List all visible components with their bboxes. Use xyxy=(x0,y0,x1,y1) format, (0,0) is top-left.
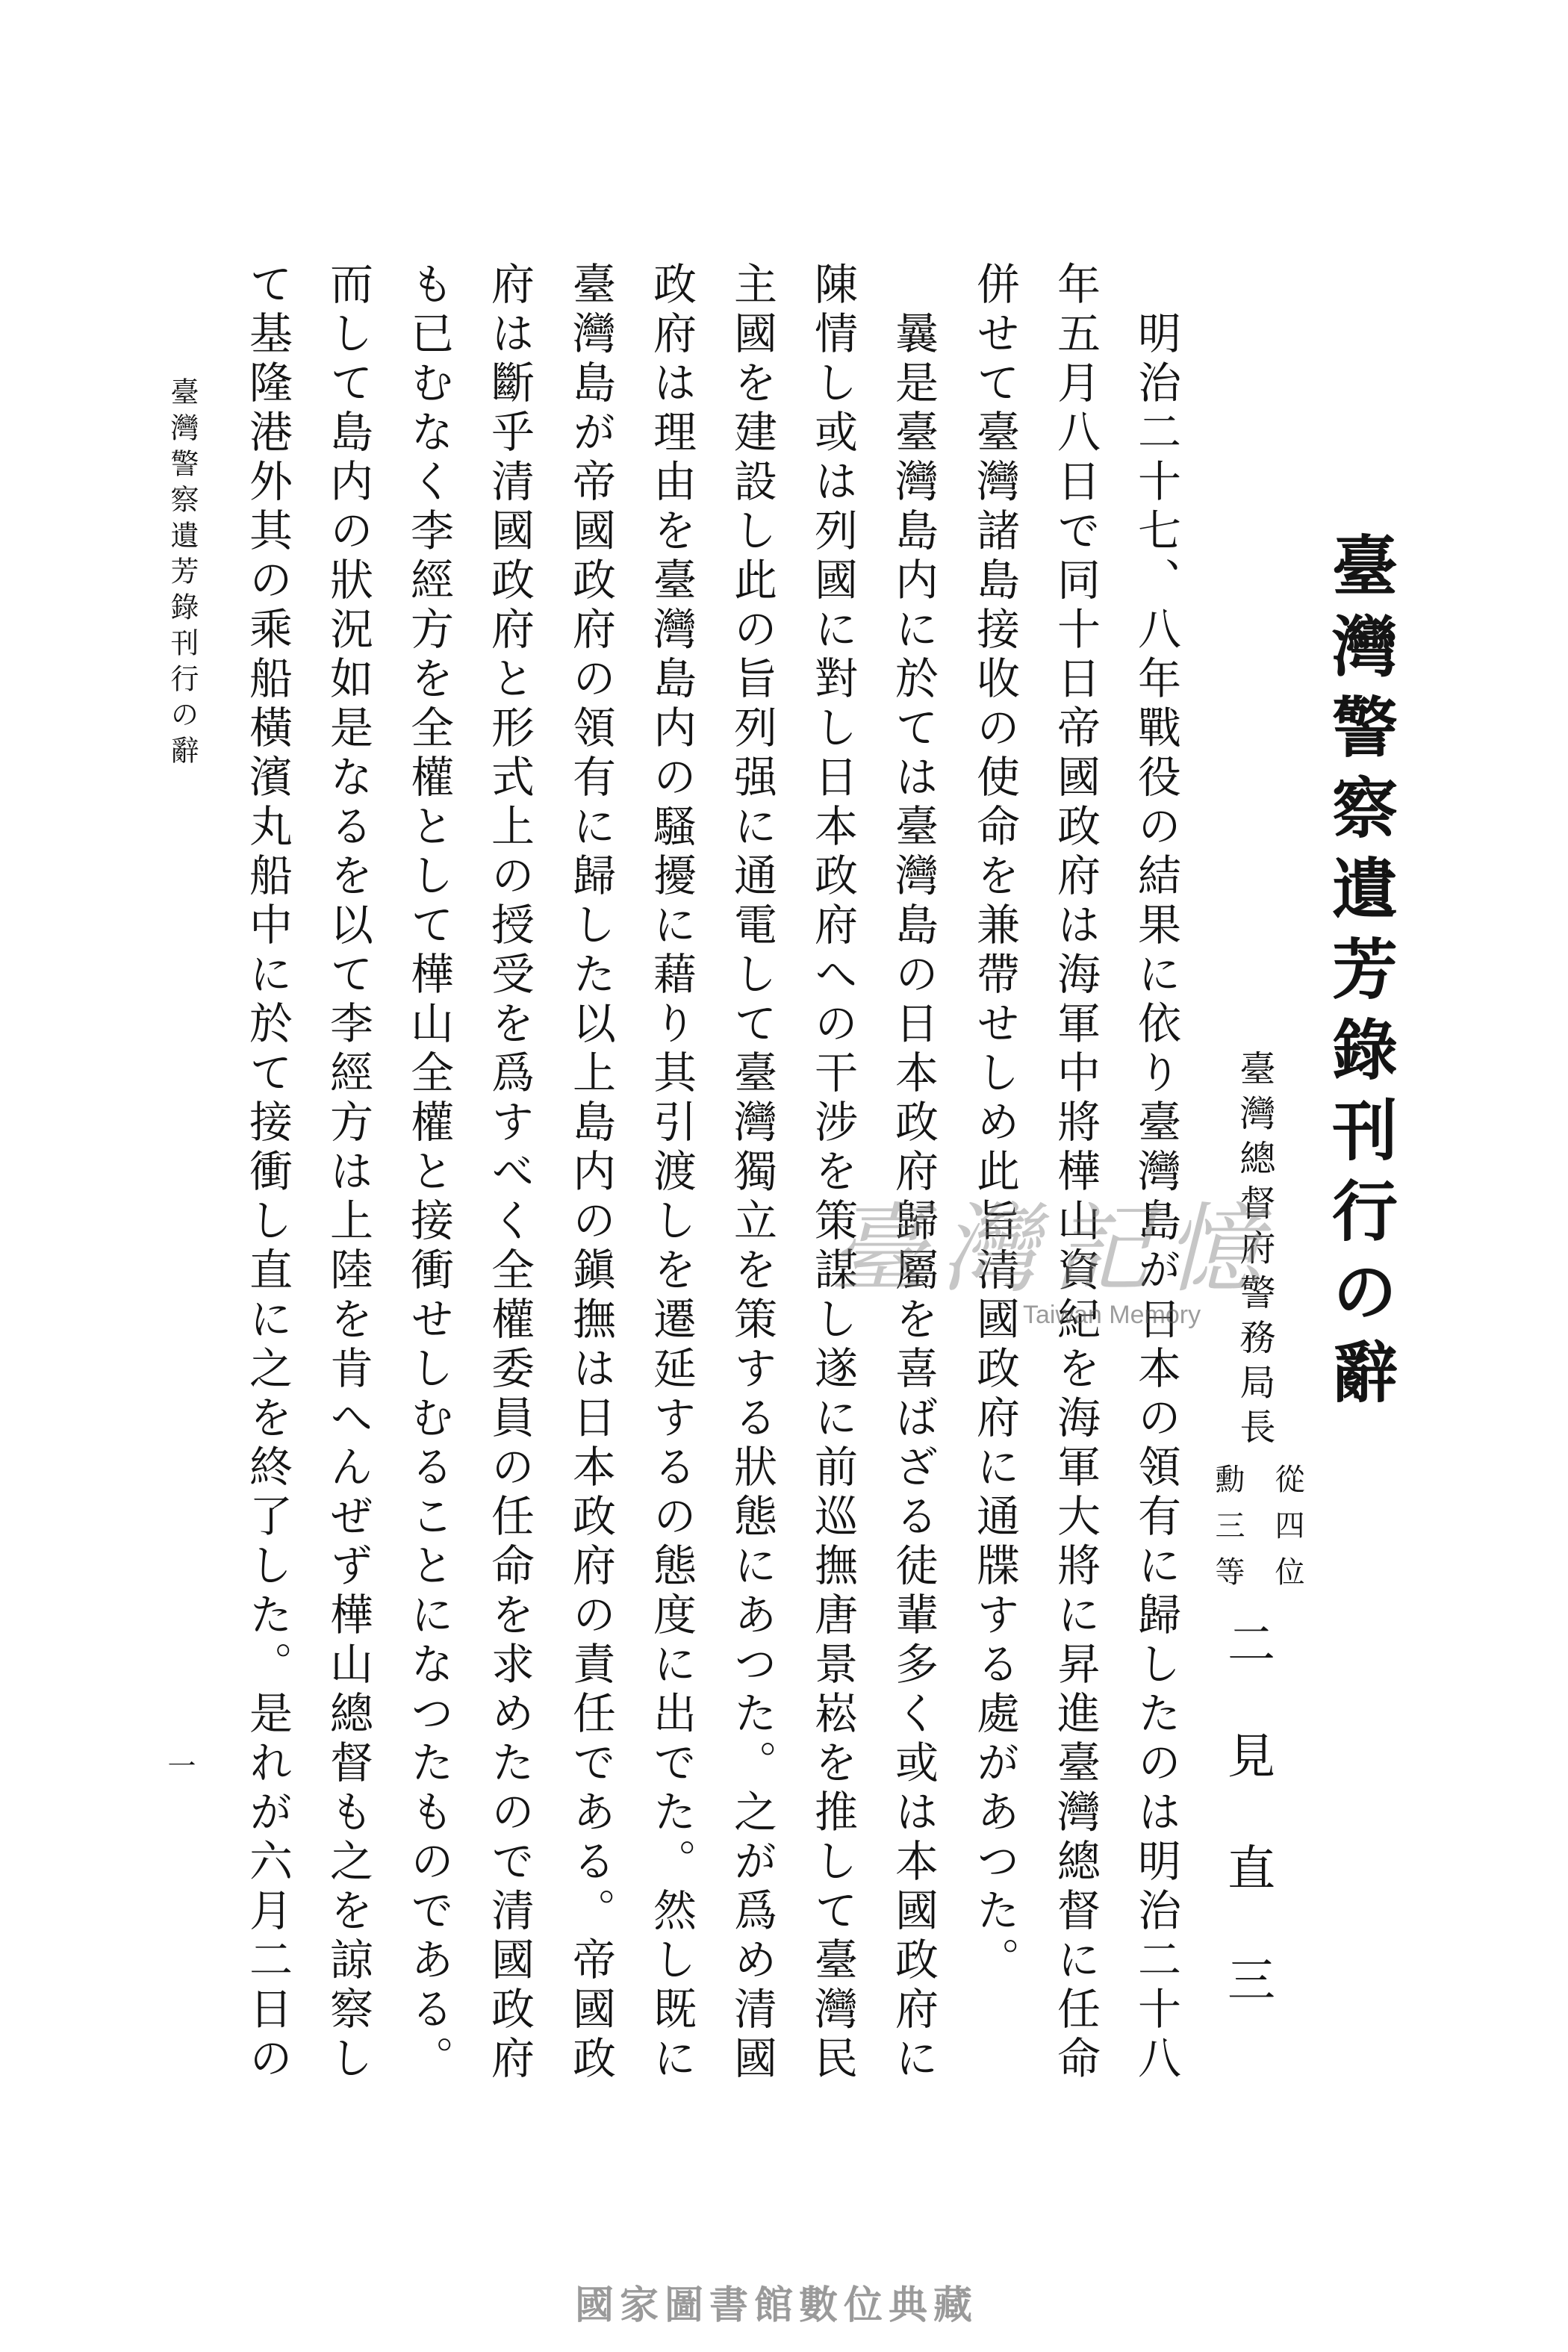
author-name: 二見直三 xyxy=(1219,1619,1275,2067)
body-column-8: 臺灣島が帝國政府の領有に歸した以上島内の鎭撫は日本政府の責任である。帝國政 xyxy=(565,261,616,2085)
author-court-rank: 從四位 xyxy=(1270,1463,1304,1602)
watermark-logo-text: 臺灣記憶 xyxy=(829,1192,1278,1306)
body-column-12: て基隆港外其の乘船橫濱丸船中に於て接衝し直に之を終了した。是れが六月二日の xyxy=(242,261,293,2085)
body-column-10: も已むなく李經方を全權として樺山全權と接衝せしむることになつたものである。 xyxy=(403,261,454,2085)
body-column-7: 政府は理由を臺灣島内の騷擾に藉り其引渡しを遷延するの態度に出でた。然し既に xyxy=(646,261,697,2085)
author-position: 臺灣總督府警務局長 xyxy=(1233,1050,1275,1453)
body-column-2: 年五月八日で同十日帝國政府は海軍中將樺山資紀を海軍大將に昇進臺灣總督に任命 xyxy=(1050,261,1101,2085)
page-number: 一 xyxy=(163,1751,196,1779)
body-column-9: 府は斷乎清國政府と形式上の授受を爲すべく全權委員の任命を求めたので清國政府 xyxy=(484,261,535,2085)
essay-title: 臺灣警察遺芳錄刊行の辭 xyxy=(1322,532,1399,1419)
body-column-5: 陳情し或は列國に對し日本政府への干涉を策謀し遂に前巡撫唐景崧を推して臺灣民 xyxy=(807,261,858,2085)
watermark-logo-subtitle: Taiwan Memory xyxy=(1023,1301,1201,1329)
body-column-11: 而して島内の狀況如是なるを以て李經方は上陸を肯へんぜず樺山總督も之を諒察し xyxy=(323,261,373,2085)
author-decoration: 勳三等 xyxy=(1210,1463,1245,1602)
library-watermark: 國家圖書館數位典藏 xyxy=(575,2283,979,2328)
running-header: 臺灣警察遺芳錄刊行の辭 xyxy=(166,377,199,771)
body-column-1: 明治二十七、八年戰役の結果に依り臺灣島が日本の領有に歸したのは明治二十八 xyxy=(1130,311,1181,2085)
body-column-3: 併せて臺灣諸島接收の使命を兼帶せしめ此旨清國政府に通牒する處があつた。 xyxy=(969,261,1020,1986)
body-column-4: 曩是臺灣島内に於ては臺灣島の日本政府歸屬を喜ばざる徒輩多く或は本國政府に xyxy=(888,311,939,2085)
body-column-6: 主國を建設し此の旨列强に通電して臺灣獨立を策する狀態にあつた。之が爲め清國 xyxy=(727,261,777,2085)
